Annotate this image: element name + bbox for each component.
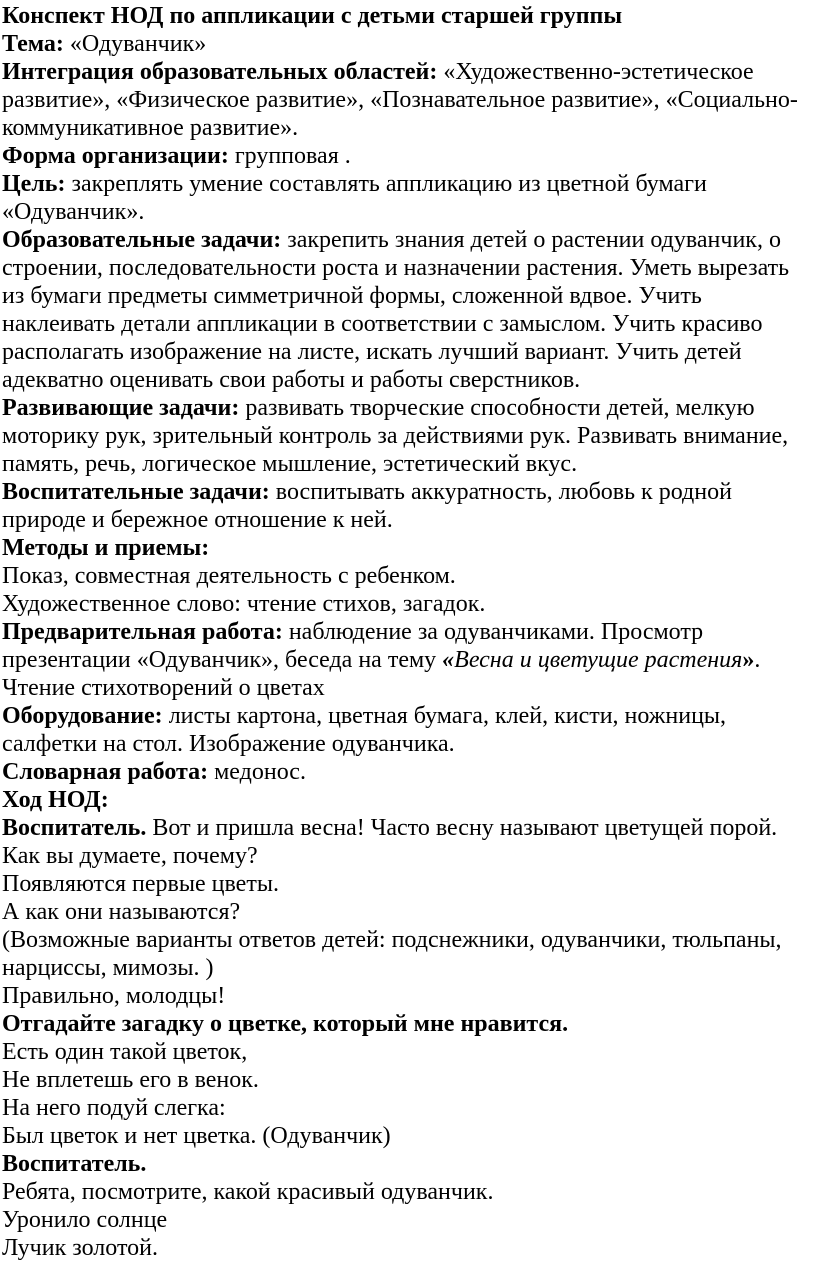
teacher-label-2: Воспитатель. bbox=[2, 1151, 147, 1177]
prelim-quote-open: « bbox=[442, 647, 455, 673]
upbringing-tasks-paragraph bbox=[2, 478, 812, 534]
document-title: Конспект НОД по аппликации с детьми старшей группы bbox=[2, 3, 623, 29]
upbringing-tasks-label: Воспитательные задачи: bbox=[2, 479, 270, 505]
prelim-italic-topic: Весна и цветущие растения bbox=[454, 647, 743, 673]
riddle-line: Не вплетешь его в венок. bbox=[2, 1067, 259, 1093]
vocab-text: медонос. bbox=[208, 759, 306, 785]
upbringing-tasks-text: воспитывать аккуратность, любовь к родной природе и бережное отношение к ней. bbox=[2, 479, 732, 533]
poem-line: Уронило солнце bbox=[2, 1207, 168, 1233]
edu-tasks-label: Образовательные задачи: bbox=[2, 227, 282, 253]
dialog-line: Ребята, посмотрите, какой красивый одуванчик. bbox=[2, 1179, 494, 1205]
dev-tasks-paragraph bbox=[2, 394, 812, 478]
form-paragraph bbox=[2, 142, 812, 170]
goal-paragraph bbox=[2, 170, 812, 226]
vocab-label: Словарная работа: bbox=[2, 759, 209, 785]
topic-label: Тема: bbox=[2, 31, 64, 57]
integration-paragraph bbox=[2, 58, 812, 142]
equipment-label: Оборудование: bbox=[2, 703, 163, 729]
integration-text: «Художественно-эстетическое развитие», «Физическое развитие», «Познавательное развитие», «Социально-коммуникативное развитие». bbox=[2, 59, 798, 141]
prelim-label: Предварительная работа: bbox=[2, 619, 283, 645]
prelim-line-2: Чтение стихотворений о цветах bbox=[2, 675, 325, 701]
equipment-text: листы картона, цветная бумага, клей, кисти, ножницы, салфетки на стол. Изображение одуванчика. bbox=[2, 703, 727, 757]
dialog-line: Правильно, молодцы! bbox=[2, 983, 226, 1009]
course-heading: Ход НОД: bbox=[2, 787, 109, 813]
edu-tasks-paragraph bbox=[2, 226, 812, 394]
prelim-quote-close: » bbox=[742, 647, 755, 673]
prelim-period: . bbox=[754, 647, 761, 673]
form-label: Форма организации: bbox=[2, 143, 229, 169]
dialog-line: (Возможные варианты ответов детей: подснежники, одуванчики, тюльпаны, нарциссы, мимозы. ) bbox=[2, 927, 782, 981]
teacher-paragraph-1 bbox=[2, 814, 812, 870]
dev-tasks-text: развивать творческие способности детей, мелкую моторику рук, зрительный контроль за действиями рук. Развивать внимание, память, речь, логическое мышление, эстетический вкус. bbox=[2, 395, 789, 477]
poem-line: Лучик золотой. bbox=[2, 1235, 158, 1261]
equipment-paragraph bbox=[2, 702, 812, 758]
methods-line-1: Показ, совместная деятельность с ребенком. bbox=[2, 563, 456, 589]
vocab-paragraph bbox=[2, 758, 812, 786]
teacher-label-1: Воспитатель. bbox=[2, 815, 147, 841]
riddle-line: Был цветок и нет цветка. (Одуванчик) bbox=[2, 1123, 391, 1149]
integration-label: Интеграция образовательных областей: bbox=[2, 59, 438, 85]
dialog-line: Появляются первые цветы. bbox=[2, 871, 279, 897]
form-text: групповая . bbox=[228, 143, 351, 169]
methods-line-2: Художественное слово: чтение стихов, загадок. bbox=[2, 591, 486, 617]
prelim-text: наблюдение за одуванчиками. Просмотр презентации «Одуванчик», беседа на тему bbox=[2, 619, 704, 673]
dialog-line: А как они называются? bbox=[2, 899, 241, 925]
goal-text: закреплять умение составлять аппликацию из цветной бумаги «Одуванчик». bbox=[2, 171, 707, 225]
methods-heading: Методы и приемы: bbox=[2, 535, 210, 561]
edu-tasks-text: закрепить знания детей о растении одуванчик, о строении, последовательности роста и назначении растения. Уметь вырезать из бумаги предметы симметричной формы, сложенной вдвое. Учить наклеивать детали аппликации в соответствии с замыслом. Учить красиво располагать изображение на листе, искать лучший вариант. Учить детей адекватно оценивать свои работы и работы сверстников. bbox=[2, 227, 790, 393]
topic-paragraph bbox=[2, 30, 812, 58]
teacher-text-1: Вот и пришла весна! Часто весну называют цветущей порой. Как вы думаете, почему? bbox=[2, 815, 778, 869]
dev-tasks-label: Развивающие задачи: bbox=[2, 395, 240, 421]
riddle-line: Есть один такой цветок, bbox=[2, 1039, 248, 1065]
prelim-paragraph bbox=[2, 618, 812, 674]
riddle-heading: Отгадайте загадку о цветке, который мне нравится. bbox=[2, 1011, 569, 1037]
goal-label: Цель: bbox=[2, 171, 66, 197]
topic-text: «Одуванчик» bbox=[63, 31, 207, 57]
riddle-line: На него подуй слегка: bbox=[2, 1095, 226, 1121]
